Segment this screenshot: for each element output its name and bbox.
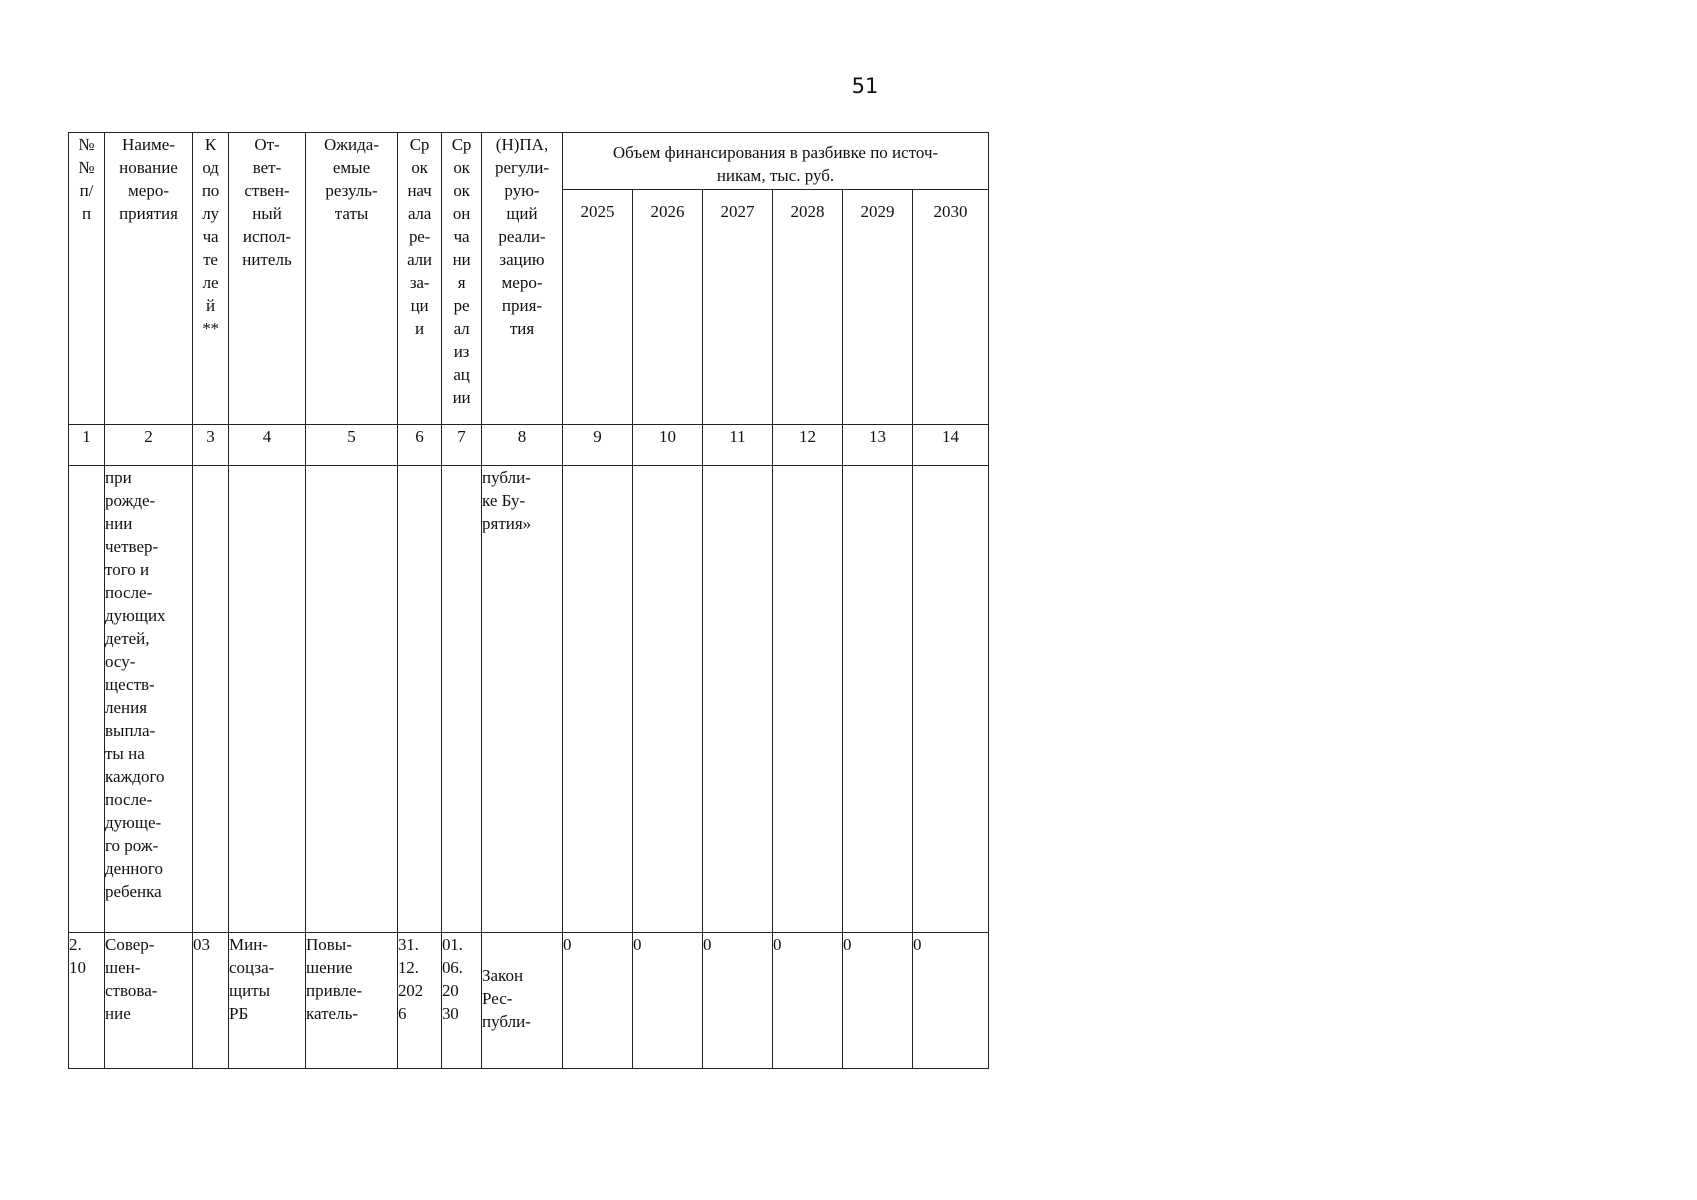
column-number: 1 — [69, 425, 105, 466]
header-year: 2030 — [913, 190, 989, 425]
page-number: 51 — [851, 74, 879, 98]
header-financing: Объем финансирования в разбивке по источ- никам, тыс. руб. — [563, 133, 989, 190]
header-activity-name: Наиме- нование меро- приятия — [105, 133, 193, 425]
table-cell — [703, 466, 773, 933]
table-cell: 0 — [563, 933, 633, 1069]
column-number: 10 — [633, 425, 703, 466]
table-cell: Совер- шен- ствова- ние — [105, 933, 193, 1069]
table-cell: 0 — [633, 933, 703, 1069]
table-cell: 0 — [913, 933, 989, 1069]
table-cell: 0 — [703, 933, 773, 1069]
header-expected-results: Ожида- емые резуль- таты — [306, 133, 398, 425]
column-number: 11 — [703, 425, 773, 466]
table-cell — [229, 466, 306, 933]
column-number: 6 — [398, 425, 442, 466]
activities-table — [68, 132, 989, 1069]
column-number: 13 — [843, 425, 913, 466]
header-responsible: От- вет- ствен- ный испол- нитель — [229, 133, 306, 425]
table-cell — [398, 466, 442, 933]
table-cell — [563, 466, 633, 933]
table-cell — [193, 466, 229, 933]
table-cell: Повы- шение привле- катель- — [306, 933, 398, 1069]
header-end-date: Ср ок ок он ча ни я ре ал из ац ии — [442, 133, 482, 425]
header-year: 2026 — [633, 190, 703, 425]
header-year: 2028 — [773, 190, 843, 425]
table-cell: 0 — [843, 933, 913, 1069]
header-year: 2025 — [563, 190, 633, 425]
table-cell — [306, 466, 398, 933]
table-row — [69, 466, 989, 933]
column-number: 8 — [482, 425, 563, 466]
header-year: 2029 — [843, 190, 913, 425]
table-cell — [843, 466, 913, 933]
table-cell: 01. 06. 20 30 — [442, 933, 482, 1069]
table-cell — [69, 466, 105, 933]
header-recipient-code: К од по лу ча те ле й ** — [193, 133, 229, 425]
column-number: 2 — [105, 425, 193, 466]
table-cell — [633, 466, 703, 933]
column-numbers-row — [69, 425, 989, 466]
header-year: 2027 — [703, 190, 773, 425]
table-cell: публи- ке Бу- рятия» — [482, 466, 563, 933]
column-number: 14 — [913, 425, 989, 466]
column-number: 7 — [442, 425, 482, 466]
header-start-date: Ср ок нач ала ре- али за- ци и — [398, 133, 442, 425]
column-number: 12 — [773, 425, 843, 466]
table-cell: Закон Рес- публи- — [482, 933, 563, 1069]
table-cell: при рожде- нии четвер- того и после- дующих детей, осу- ществ- ления выпла- ты на каждого после- дующе- го рож- денного ребенка — [105, 466, 193, 933]
table-cell: 2. 10 — [69, 933, 105, 1069]
column-number: 4 — [229, 425, 306, 466]
column-number: 5 — [306, 425, 398, 466]
table-cell — [773, 466, 843, 933]
table-cell: 0 — [773, 933, 843, 1069]
header-row — [69, 133, 989, 190]
column-number: 3 — [193, 425, 229, 466]
table-cell — [913, 466, 989, 933]
header-number: № № п/ п — [69, 133, 105, 425]
table-row — [69, 933, 989, 1069]
column-number: 9 — [563, 425, 633, 466]
table-cell: Мин- соцза- щиты РБ — [229, 933, 306, 1069]
table-cell — [442, 466, 482, 933]
table-cell: 31. 12. 202 6 — [398, 933, 442, 1069]
header-legal-act: (Н)ПА, регули- рую- щий реали- зацию меро- прия- тия — [482, 133, 563, 425]
table-cell: 03 — [193, 933, 229, 1069]
